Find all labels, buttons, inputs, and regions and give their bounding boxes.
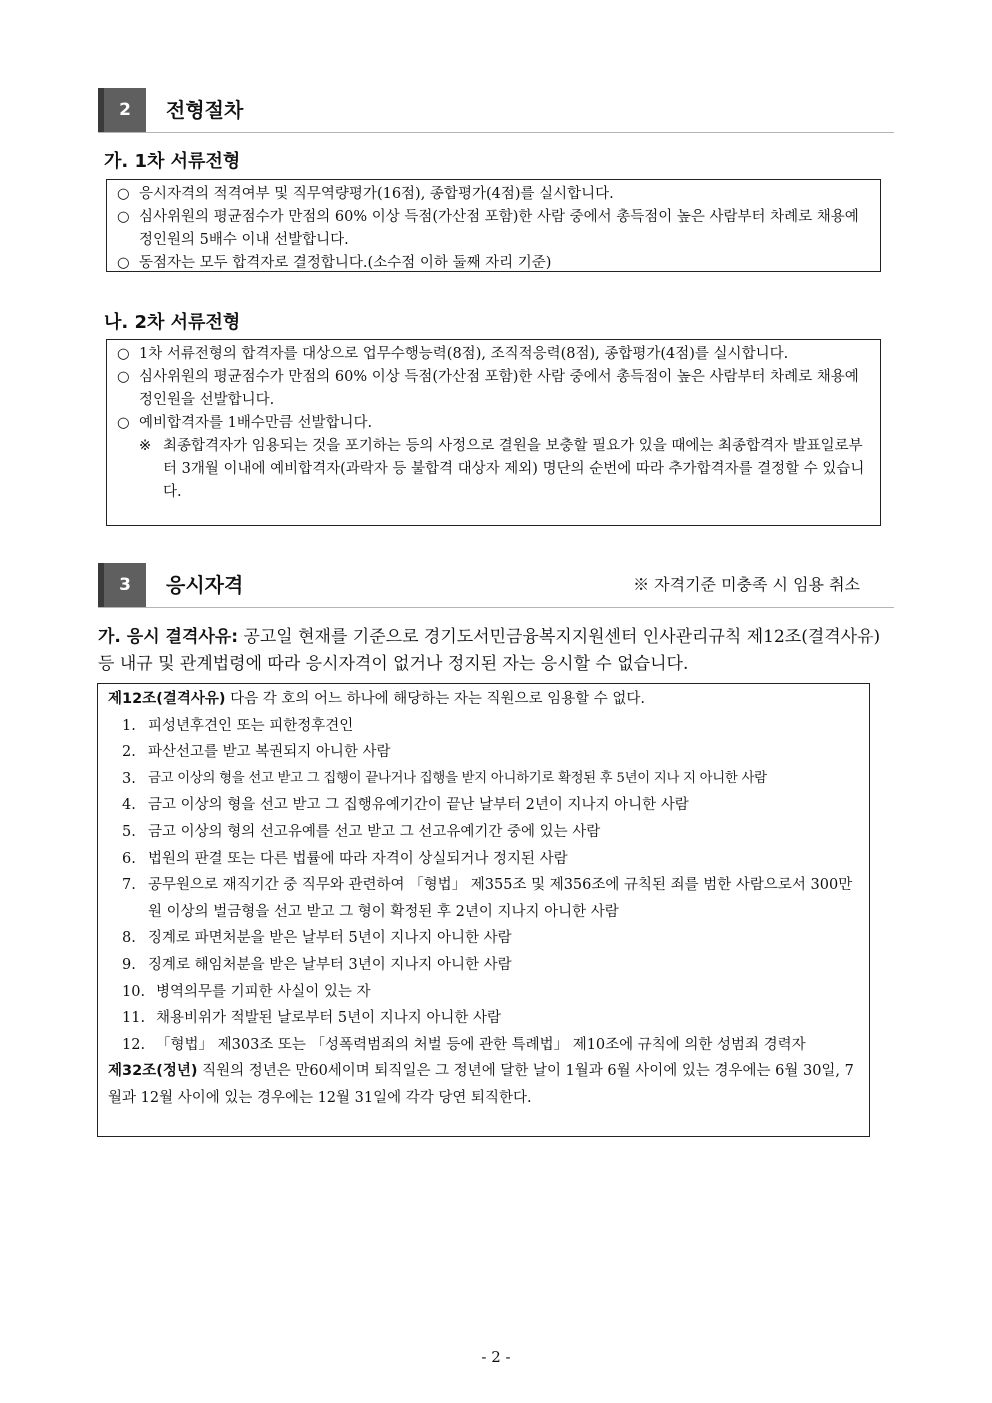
circle-bullet: ○ bbox=[117, 415, 130, 431]
circle-bullet: ○ bbox=[117, 209, 130, 225]
article-32 bbox=[108, 1058, 861, 1111]
sub-title-first-screening: 가. 1차 서류전형 bbox=[104, 151, 241, 172]
list-item bbox=[117, 343, 872, 366]
item-text: 금고 이상의 형을 선고 받고 그 집행유예기간이 끝난 날부터 2년이 지나지 아니한 사람 bbox=[148, 797, 689, 814]
list-item bbox=[108, 792, 861, 819]
list-item-text: 1차 서류전형의 합격자를 대상으로 업무수행능력(8점), 조직적응력(8점), 종합평가(4점)를 실시합니다. bbox=[139, 346, 789, 362]
section-3-header bbox=[98, 563, 894, 608]
item-text: 「형법」 제303조 또는 「성폭력범죄의 처벌 등에 관한 특례법」 제10조에 규칙에 의한 성범죄 경력자 bbox=[156, 1036, 806, 1053]
item-text: 공무원으로 재직기간 중 직무와 관련하여 「형법」 제355조 및 제356조에 규칙된 죄를 범한 사람으로서 300만원 이상의 벌금형을 선고 받고 그 형이 확정된 후 2년이 지나지 아니한 사람 bbox=[148, 877, 853, 920]
circle-bullet: ○ bbox=[117, 255, 130, 271]
list-item bbox=[117, 252, 872, 275]
reference-note-text: 최종합격자가 임용되는 것을 포기하는 등의 사정으로 결원을 보충할 필요가 있을 때에는 최종합격자 발표일로부터 3개월 이내에 예비합격자(과락자 등 불합격 대상자 제외) 명단의 순번에 따라 추가합격자를 결정할 수 있습니다. bbox=[163, 438, 865, 500]
article-32-title: 제32조(정년) bbox=[108, 1063, 198, 1080]
section-2-title: 전형절차 bbox=[166, 98, 244, 122]
article-32-text: 직원의 정년은 만60세이며 퇴직일은 그 정년에 달한 날이 1월과 6월 사이에 있는 경우에는 6월 30일, 7월과 12월 사이에 있는 경우에는 12월 31일에 각각 당연 퇴직한다. bbox=[108, 1063, 854, 1106]
list-item bbox=[108, 819, 861, 846]
article-12-text: 다음 각 호의 어느 하나에 해당하는 자는 직원으로 임용할 수 없다. bbox=[225, 691, 645, 707]
list-item-text: 동점자는 모두 합격자로 결정합니다.(소수점 이하 둘째 자리 기준) bbox=[139, 255, 552, 271]
list-item bbox=[108, 1032, 861, 1059]
list-item bbox=[117, 366, 872, 412]
list-item bbox=[108, 952, 861, 979]
section-3-number: 3 bbox=[98, 563, 146, 607]
section-2-number: 2 bbox=[98, 88, 146, 132]
list-item-text: 심사위원의 평균점수가 만점의 60% 이상 득점(가산점 포함)한 사람 중에서 총득점이 높은 사람부터 차례로 채용예정인원의 5배수 이내 선발합니다. bbox=[139, 209, 859, 248]
item-number: 4. bbox=[122, 797, 136, 814]
item-number: 11. bbox=[122, 1010, 146, 1027]
item-number: 8. bbox=[122, 930, 136, 947]
page-number: - 2 - bbox=[481, 1348, 511, 1366]
sub-title-second-screening: 나. 2차 서류전형 bbox=[104, 312, 241, 333]
intro-lead: 가. 응시 결격사유: bbox=[98, 627, 239, 647]
item-number: 3. bbox=[122, 770, 136, 787]
item-text: 피성년후견인 또는 피한정후견인 bbox=[148, 717, 354, 734]
section-2-header bbox=[98, 88, 894, 133]
regulation-box bbox=[97, 683, 870, 1137]
item-number: 2. bbox=[122, 744, 136, 761]
list-item bbox=[108, 925, 861, 952]
intro-text: 공고일 현재를 기준으로 경기도서민금융복지지원센터 인사관리규칙 제12조(결격사유) 등 내규 및 관계법령에 따라 응시자격이 없거나 정지된 자는 응시할 수 없습니다. bbox=[98, 627, 881, 674]
list-item bbox=[108, 739, 861, 766]
article-12-title: 제12조(결격사유) bbox=[108, 691, 226, 707]
reference-mark: ※ bbox=[139, 438, 152, 454]
disqualification-intro bbox=[98, 624, 898, 678]
list-item bbox=[117, 206, 872, 252]
circle-bullet: ○ bbox=[117, 186, 130, 202]
item-text: 병역의무를 기피한 사실이 있는 자 bbox=[156, 983, 371, 1000]
list-item bbox=[108, 1005, 861, 1032]
item-text: 금고 이상의 형의 선고유예를 선고 받고 그 선고유예기간 중에 있는 사람 bbox=[148, 823, 601, 840]
item-text: 파산선고를 받고 복권되지 아니한 사람 bbox=[148, 744, 391, 761]
circle-bullet: ○ bbox=[117, 346, 130, 362]
item-text: 징계로 파면처분을 받은 날부터 5년이 지나지 아니한 사람 bbox=[148, 930, 512, 947]
item-text: 징계로 해임처분을 받은 날부터 3년이 지나지 아니한 사람 bbox=[148, 956, 512, 973]
list-item-text: 예비합격자를 1배수만큼 선발합니다. bbox=[139, 415, 373, 431]
list-item bbox=[108, 846, 861, 873]
item-text: 금고 이상의 형을 선고 받고 그 집행이 끝나거나 집행을 받지 아니하기로 확정된 후 5년이 지나 지 아니한 사람 bbox=[148, 770, 767, 786]
item-text: 채용비위가 적발된 날로부터 5년이 지나지 아니한 사람 bbox=[156, 1010, 502, 1027]
item-number: 7. bbox=[122, 877, 136, 894]
list-item bbox=[108, 979, 861, 1006]
section-3-note: ※ 자격기준 미충족 시 임용 취소 bbox=[633, 575, 860, 594]
section-3-title: 응시자격 bbox=[166, 573, 244, 597]
article-12 bbox=[108, 686, 861, 713]
item-number: 12. bbox=[122, 1036, 146, 1053]
list-item-text: 심사위원의 평균점수가 만점의 60% 이상 득점(가산점 포함)한 사람 중에서 총득점이 높은 사람부터 차례로 채용예정인원을 선발합니다. bbox=[139, 369, 859, 408]
item-number: 10. bbox=[122, 983, 146, 1000]
circle-bullet: ○ bbox=[117, 369, 130, 385]
first-screening-box bbox=[106, 179, 881, 272]
item-number: 9. bbox=[122, 956, 136, 973]
item-text: 법원의 판결 또는 다른 법률에 따라 자격이 상실되거나 정지된 사람 bbox=[148, 850, 568, 867]
list-item bbox=[108, 713, 861, 740]
list-item bbox=[108, 766, 861, 793]
item-number: 6. bbox=[122, 850, 136, 867]
list-item bbox=[117, 412, 872, 435]
list-item bbox=[117, 183, 872, 206]
list-item bbox=[108, 872, 861, 925]
item-number: 1. bbox=[122, 717, 136, 734]
list-item-text: 응시자격의 적격여부 및 직무역량평가(16점), 종합평가(4점)를 실시합니다. bbox=[139, 186, 614, 202]
second-screening-box bbox=[106, 339, 881, 526]
reference-note bbox=[117, 435, 872, 504]
item-number: 5. bbox=[122, 823, 136, 840]
